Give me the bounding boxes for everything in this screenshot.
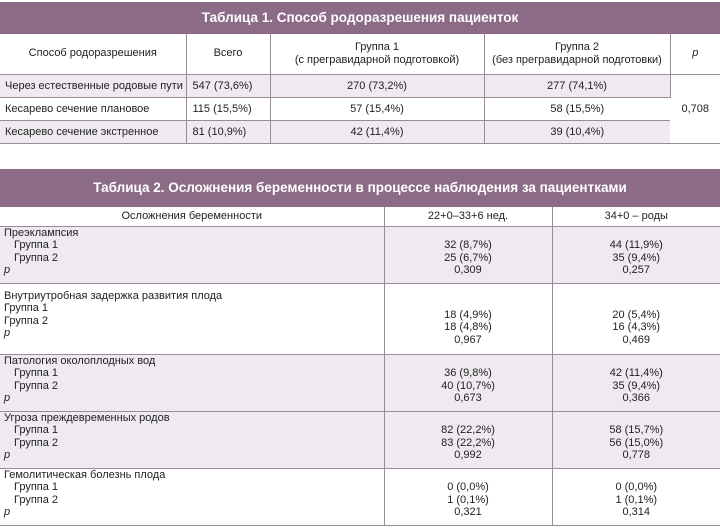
value-group2: 1 (0,1%) [615, 493, 658, 506]
period1-values [384, 284, 552, 355]
group1-label: Группа 1 [14, 367, 59, 380]
value-group2: 16 (4,3%) [612, 321, 661, 334]
row-group1: 270 (73,2%) [270, 74, 484, 97]
value-group1: 44 (11,9%) [609, 239, 663, 252]
section-label [0, 284, 384, 355]
table1 [0, 34, 720, 144]
period2-values [552, 355, 720, 412]
header-complication: Осложнения беременности [0, 207, 384, 227]
group2-label: Группа 2 [4, 314, 49, 327]
table-row [0, 355, 720, 412]
table-row [0, 74, 720, 97]
value-group2: 1 (0,1%) [447, 493, 489, 506]
period2-values [552, 469, 720, 526]
row-group2: 58 (15,5%) [484, 97, 670, 120]
group2-label: Группа 2 [14, 436, 59, 449]
value-p: 0,673 [454, 392, 482, 405]
header-group2 [484, 34, 670, 74]
value-group1: 20 (5,4%) [612, 309, 661, 321]
section-name: Патология околоплодных вод [4, 355, 156, 367]
period1-values [384, 469, 552, 526]
period2-values [552, 284, 720, 355]
table-row [0, 227, 720, 284]
section-label [0, 355, 384, 412]
p-value: 0,708 [670, 74, 720, 143]
row-total: 547 (73,6%) [186, 74, 270, 97]
table1-title: Таблица 1. Способ родоразрешения пациенток [0, 2, 720, 34]
value-p: 0,314 [622, 506, 651, 519]
header-group2-line2: (без прегравидарной подготовки) [492, 53, 662, 66]
table-row [0, 120, 720, 143]
group2-label: Группа 2 [14, 251, 59, 264]
header-p [670, 34, 720, 74]
header-total: Всего [186, 34, 270, 74]
value-group2: 56 (15,0%) [609, 436, 664, 449]
p-label: p [4, 449, 11, 462]
section-name: Преэклампсия [4, 227, 79, 239]
value-p: 0,321 [454, 506, 482, 519]
value-p: 0,778 [622, 449, 651, 462]
value-group2: 83 (22,2%) [441, 436, 495, 449]
row-total: 81 (10,9%) [186, 120, 270, 143]
value-p: 0,469 [622, 333, 651, 346]
value-group2: 35 (9,4%) [612, 379, 661, 392]
value-group1: 36 (9,8%) [444, 367, 492, 380]
p-label: p [4, 392, 11, 405]
section-name: Гемолитическая болезнь плода [4, 469, 166, 481]
value-group2: 25 (6,7%) [444, 251, 492, 264]
section-label [0, 227, 384, 284]
row-method: Через естественные родовые пути [0, 74, 186, 97]
value-group2: 18 (4,8%) [444, 321, 492, 334]
header-group1 [270, 34, 484, 74]
row-method: Кесарево сечение экстренное [0, 120, 186, 143]
table-row [0, 469, 720, 526]
period2-values [552, 227, 720, 284]
value-group1: 58 (15,7%) [609, 424, 664, 437]
value-group1: 0 (0,0%) [447, 481, 489, 494]
header-period1: 22+0–33+6 нед. [384, 207, 552, 227]
row-group1: 42 (11,4%) [270, 120, 484, 143]
value-p: 0,257 [622, 264, 651, 277]
period1-values [384, 227, 552, 284]
row-total: 115 (15,5%) [186, 97, 270, 120]
row-group1: 57 (15,4%) [270, 97, 484, 120]
header-method: Способ родоразрешения [0, 34, 186, 74]
group1-label: Группа 1 [4, 302, 49, 315]
table2-title: Таблица 2. Осложнения беременности в процессе наблюдения за пациентками [0, 169, 720, 207]
row-method: Кесарево сечение плановое [0, 97, 186, 120]
group1-label: Группа 1 [14, 481, 59, 494]
p-label: p [4, 327, 11, 340]
value-group2: 35 (9,4%) [612, 251, 661, 264]
table-row [0, 284, 720, 355]
value-group1: 32 (8,7%) [444, 239, 492, 252]
header-group2-line1: Группа 2 [554, 40, 600, 53]
period2-values [552, 412, 720, 469]
header-period2: 34+0 – роды [552, 207, 720, 227]
row-group2: 39 (10,4%) [484, 120, 670, 143]
value-group1: 82 (22,2%) [441, 424, 495, 437]
section-name: Внутриутробная задержка развития плода [4, 290, 223, 302]
value-p: 0,967 [454, 333, 482, 346]
section-label [0, 469, 384, 526]
section-name: Угроза преждевременных родов [4, 412, 170, 424]
header-group1-line1: Группа 1 [354, 40, 400, 53]
header-group1-line2: (с прегравидарной подготовкой) [294, 53, 460, 66]
row-group2: 277 (74,1%) [484, 74, 670, 97]
group2-label: Группа 2 [14, 379, 59, 392]
value-p: 0,992 [454, 449, 482, 462]
value-group1: 18 (4,9%) [444, 309, 492, 321]
section-label [0, 412, 384, 469]
table2 [0, 207, 720, 526]
table-row [0, 97, 720, 120]
value-p: 0,309 [454, 264, 482, 277]
group1-label: Группа 1 [14, 424, 59, 437]
p-label: p [4, 264, 11, 277]
table2-header-row [0, 207, 720, 227]
table-row [0, 412, 720, 469]
value-group2: 40 (10,7%) [441, 379, 495, 392]
header-p-text: p [692, 47, 699, 60]
period1-values [384, 412, 552, 469]
value-p: 0,366 [622, 392, 651, 405]
value-group1: 42 (11,4%) [609, 367, 663, 380]
table1-header-row [0, 34, 720, 74]
value-group1: 0 (0,0%) [615, 481, 658, 494]
group2-label: Группа 2 [14, 493, 59, 506]
group1-label: Группа 1 [14, 239, 59, 252]
period1-values [384, 355, 552, 412]
p-label: p [4, 506, 11, 519]
